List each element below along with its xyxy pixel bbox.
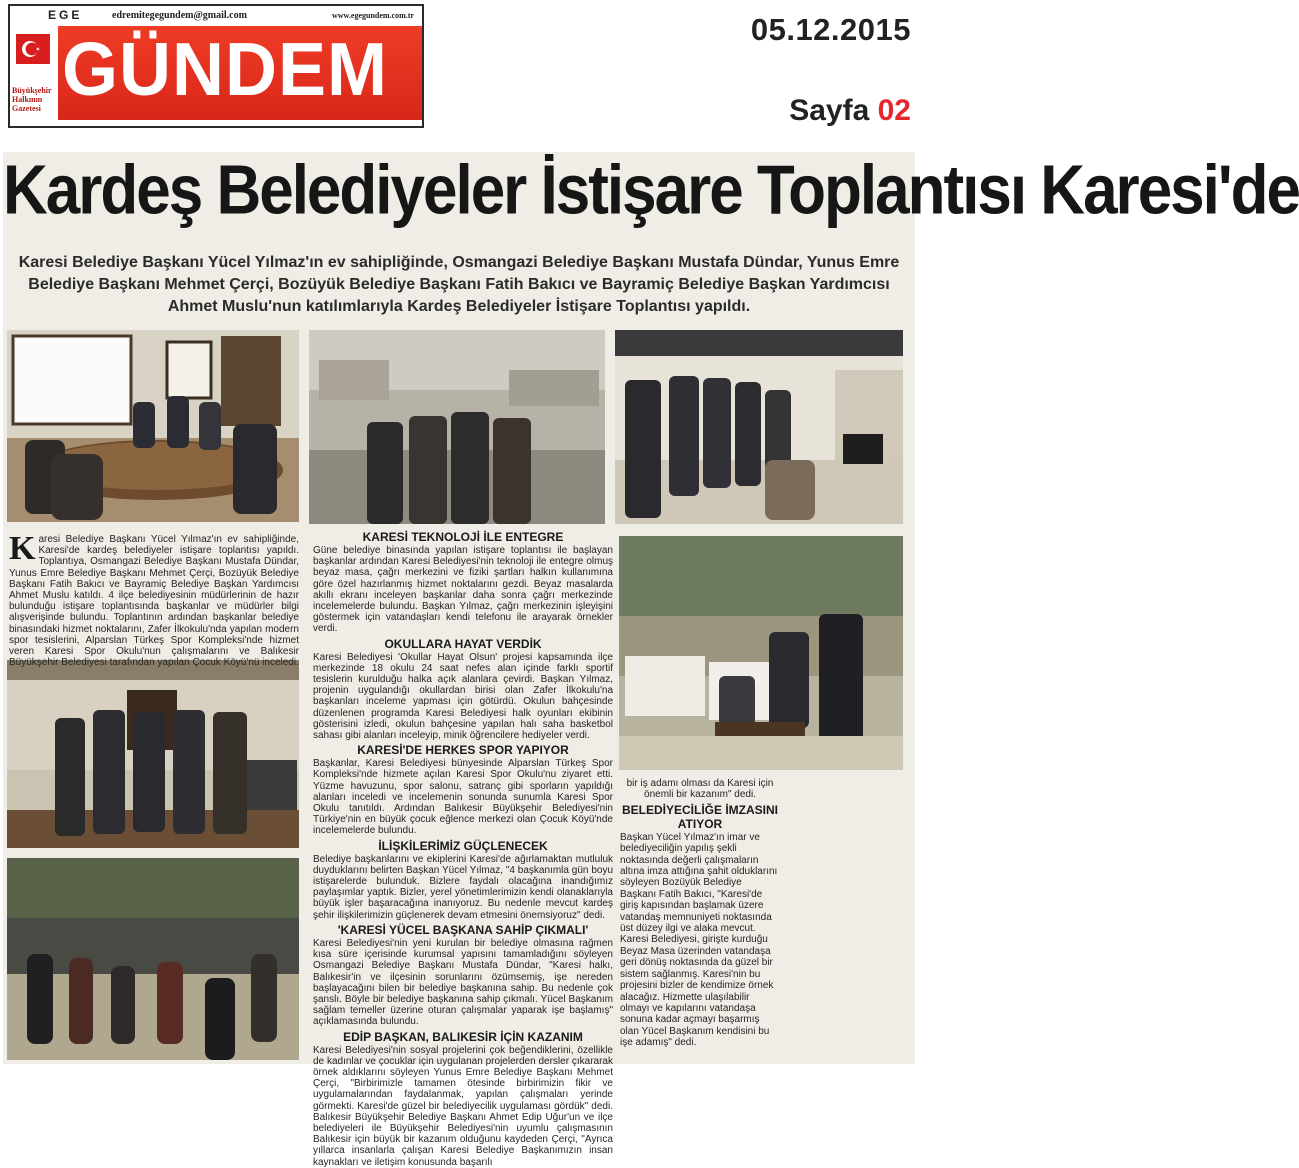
masthead-email: edremitegegundem@gmail.com bbox=[112, 10, 247, 21]
section-head-municipality: BELEDİYECİLİĞE İMZASINI ATIYOR bbox=[621, 802, 778, 831]
section-text-technology: Güne belediye binasında yapılan istişare toplantısı ile başlayan başkanlar ardından Karesi Belediyesi'nin teknoloji ile entegre olmuş beyaz masa, çağrı merkezini ve fiziki şartları halkın kullanımına göre özel hazırlanmış hizmet noktalarını gezdi. Beyaz masalarda akıllı ekranı inceleyen başkanlar daha sonra çağrı merkezinde incelemelerde bulundu. Başkan Yılmaz, çağrı merkezinin işleyişini göstermek için vatandaşları kendi telefonu ile arayarak örnekler verdi. bbox=[313, 545, 613, 635]
masthead-website: www.egegundem.com.tr bbox=[332, 11, 414, 20]
section-text-sports: Başkanlar, Karesi Belediyesi bünyesinde Alparslan Türkeş Spor Kompleksi'nde hizmete açılan Karesi Spor Okulu'nu ziyaret etti. Yüzme havuzunu, spor salonu, satranç gibi sporların yapıldığı alanları inceledi ve incelemenin sonunda sunumla Karesi Spor Okulu tanıtıldı. Ardından Balıkesir Büyükşehir Belediyesi'nin Türkiye'nin en büyük çocuk eğlence merkezi olan Çocuk Köyü'nde incelemelerde bulundu. bbox=[313, 758, 613, 837]
section-text-schools: Karesi Belediyesi 'Okullar Hayat Olsun' projesi kapsamında ilçe merkezinde 18 okulu 24 saat nefes alan içinde farklı sportif tesislerin kurulduğu halka açık alanlara çevirdi. Başkan Yılmaz, projenin uygulandığı okullardan birisi olan Zafer İlkokulu'na başkanları inceleme yapması için götürdü. Okulun bahçesinde düzenlenen programda Karesi Belediyesi halk oyunları ekibinin gösterisini izledi, okulun bahçesine yapılan halı saha basketbol sahası gibi alanları inceleyip, minik öğrencilere hediyeler verdi. bbox=[313, 651, 613, 742]
page-number: 02 bbox=[877, 94, 911, 127]
section-head-edip: EDİP BAŞKAN, BALIKESİR İÇİN KAZANIM bbox=[343, 1029, 583, 1044]
column-sections bbox=[313, 528, 613, 1168]
article-lead: Karesi Belediye Başkanı Yücel Yılmaz'ın ev sahipliğinde, Osmangazi Belediye Başkanı Mustafa Dündar, Yunus Emre Belediye Başkanı Mehmet Çerçi, Bozüyük Belediye Başkanı Fatih Bakıcı ve Bayramiç Belediye Başkan Yardımcısı Ahmet Muslu'nun katılımlarıyla Kardeş Belediyeler İstişare Toplantısı yapıldı. bbox=[18, 254, 900, 315]
section-head-karesi-support: 'KARESİ YÜCEL BAŞKANA SAHİP ÇIKMALI' bbox=[337, 922, 589, 937]
drop-cap: K bbox=[9, 530, 36, 567]
photo-group-portrait bbox=[7, 660, 299, 848]
masthead bbox=[8, 4, 424, 128]
section-head-technology: KARESİ TEKNOLOJİ İLE ENTEGRE bbox=[362, 530, 564, 544]
page-label-text: Sayfa bbox=[789, 94, 870, 127]
photo-meeting-room bbox=[7, 330, 299, 522]
masthead-slogan: Büyükşehir Halkının Gazetesi bbox=[12, 86, 52, 113]
issue-date: 05.12.2015 bbox=[750, 12, 911, 47]
section-text-relations: Belediye başkanlarını ve ekiplerini Karesi'de ağırlamaktan mutluluk duyduklarını belirten Başkan Yücel Yılmaz, "4 başkanımla gün boyu istişarelerde bulunduk. Bizlere faydalı olacağına inandığımız paylaşımlar yaptık. Bizler, yerel yönetimlerimizin kendi olanaklarıyla büyük işler başaracağına inanıyoruz. Bu nedenle mevcut kardeş şehir ilişkilerimizin güçlenerek devam etmesini önemsiyoruz" dedi. bbox=[313, 853, 613, 921]
intro-text: aresi Belediye Başkanı Yücel Yılmaz'ın ev sahipliğinde, Karesi'de kardeş belediyeler istişare toplantısı yapıldı. Toplantıya, Osmangazi Belediye Başkanı Mustafa Dündar, Yunus Emre Belediye Başkanı Mehmet Çerçi, Bozüyük Belediye Başkanı Fatih Bakıcı ve Bayramiç Belediye Başkan Yardımcısı Ahmet Muslu katıldı. 4 ilçe belediyesinin müdürlerinin de hazır bulunduğu istişare toplantısında başkanlar ve müdürler bilgi alışverişinde bulundu. Toplantının ardından başkanlar belediye binasındaki hizmet noktalarını, Zafer İlkokulu'nda yapılan modern spor tesislerini, Alparslan Türkeş Spor Kompleksi'nde hizmet veren Karesi Spor Okulu'nun çalışmalarını ve Balıkesir Büyükşehir Belediyesi tarafından yapılan Çocuk Köyü'nü inceledi. bbox=[9, 534, 299, 669]
turkish-flag-icon bbox=[16, 34, 50, 64]
photo-group-city bbox=[309, 330, 605, 524]
section-text-karesi-support: Karesi Belediyesi'nin yeni kurulan bir belediye olmasına rağmen kısa süre içerisinde kurumsal yapısını tamamladığını söyleyen Osmangazi Belediye Başkanı Mustafa Dündar, "Karesi halkı, Balıkesir'in ve ilçesinin sorunlarını özümsemiş, işe nereden başlayacağını bilen bir belediye başkanına sahip. Bu nedenle çok şanslı. Böyle bir belediye başkanına sahip çıkmalı. Yücel Başkanım sağlam temeller üzerine oturan çalışmalar yaparak işe başlamış" açıklamasında bulundu. bbox=[313, 937, 613, 1028]
masthead-ege: EGE bbox=[48, 8, 83, 22]
section-head-schools: OKULLARA HAYAT VERDİK bbox=[384, 636, 542, 651]
masthead-title: GÜNDEM bbox=[62, 28, 388, 113]
intro-paragraph bbox=[9, 530, 299, 669]
column-intro bbox=[9, 530, 299, 669]
section-text-municipality: Başkan Yücel Yılmaz'ın imar ve belediyeciliğin yapılış şekli noktasında değerli çalışmaların altına imza attığına şahit olduklarını söyleyen Bozüyük Belediye Başkanı Fatih Bakıcı, "Karesi'de giriş kapısından başlamak üzere vatandaş memnuniyeti noktasında üst düzey ilgi ve alaka mevcut. Karesi Belediyesi, girişte kurduğu Beyaz Masa üzerinden vatandaşa geri dönüş noktasında da güzel bir sistem sağlanmış. Karesi'nin bu projesini bizler de kendimize örnek alacağız. Hizmette ulaşılabilir olmayı ve kapılarını vatandaşa sonuna kadar açmayı başarmış olan Yücel Başkanım kendisini bu işe adamış" dedi. bbox=[620, 831, 778, 1049]
section-text-edip: Karesi Belediyesi'nin sosyal projelerini çok beğendiklerini, özellikle de kadınlar ve çocuklar için uygulanan projelerden dersler çıkararak örnek aldıklarını söyleyen Yunus Emre Belediye Başkanı Mehmet Çerçi, "Birbirimizle tamamen ötesinde birbirimizin fikir ve uygulamalarından faydalanmak, yapılan çalışmaları yerinde görmekti. Karesi'de güzel bir belediyecilik uygulaması gördük" dedi. Balıkesir Büyükşehir Belediye Başkanı Ahmet Edip Uğur'un ve ilçe belediyeleri ile Büyükşehir Belediyesi'nin uyumlu çalışmasının Balıkesir için büyük bir kazanım olduğunu kaydeden Çerçi, "Ayrıca yıllarca insanlarla çalışan Karesi Belediye Başkanımızın insan kaynakları ve iletişim konusunda başarılı bbox=[313, 1044, 613, 1168]
newspaper-clipping bbox=[3, 151, 1299, 1168]
article-headline: Kardeş Belediyeler İstişare Toplantısı Karesi'de bbox=[3, 151, 1299, 230]
photo-audience bbox=[619, 536, 903, 770]
photo-call-center bbox=[615, 330, 903, 524]
section-head-relations: İLİŞKİLERİMİZ GÜÇLENECEK bbox=[378, 838, 548, 853]
column-continuation bbox=[620, 778, 780, 1060]
section-head-sports: KARESİ'DE HERKES SPOR YAPIYOR bbox=[357, 743, 569, 758]
photo-folk-dance bbox=[7, 858, 299, 1060]
col3-top-text: bir iş adamı olması da Karesi için önemli bir kazanım" dedi. bbox=[626, 778, 774, 801]
page-label bbox=[789, 94, 911, 128]
